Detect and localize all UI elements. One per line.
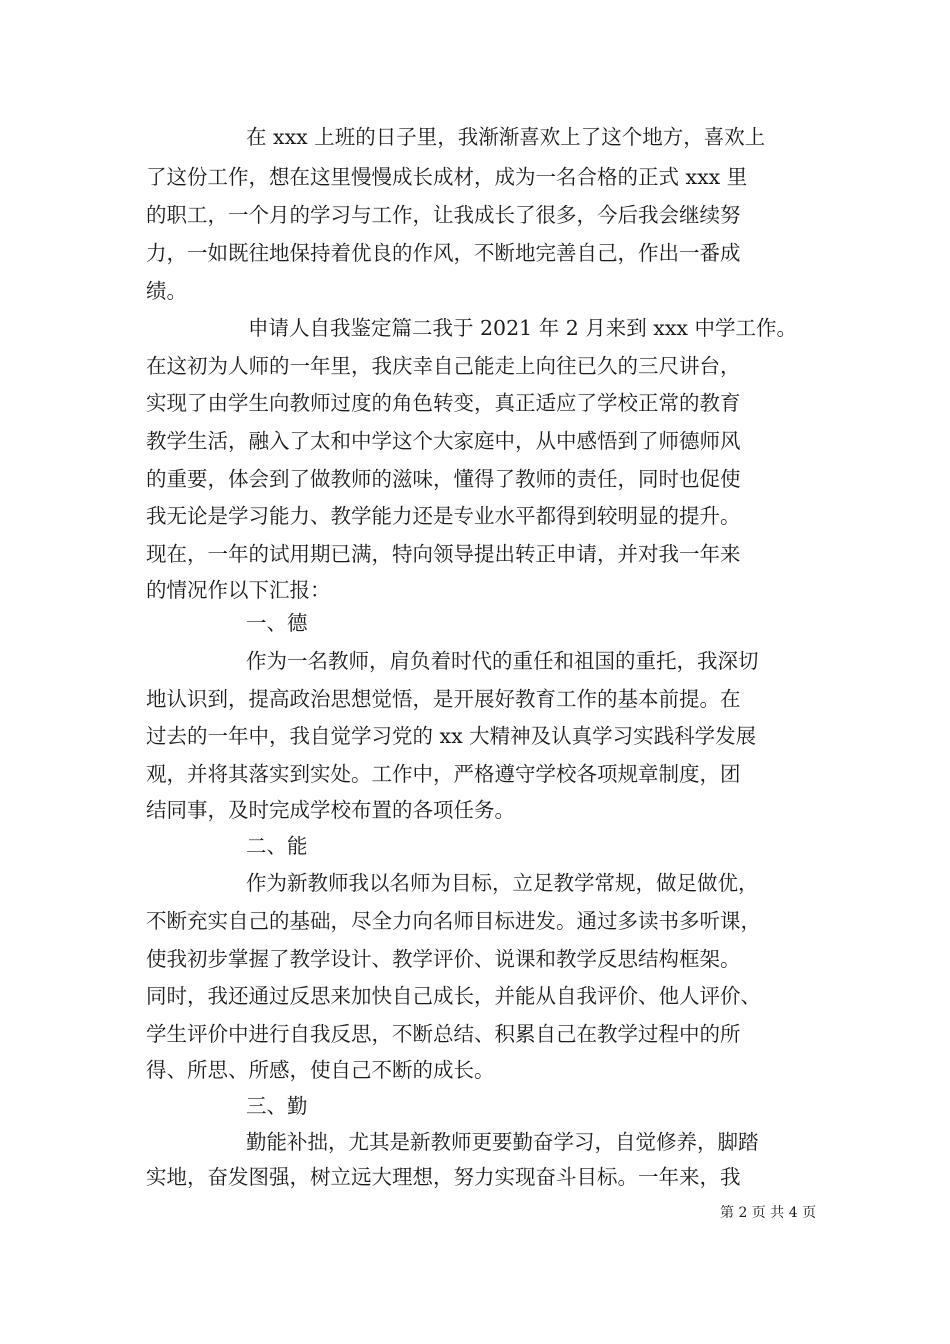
text-line: 作为一名教师，肩负着时代的重任和祖国的重托，我深切 [246,649,759,673]
text-line: 绩。 [146,279,187,303]
text-line: 同时，我还通过反思来加快自己成长，并能从自我评价、他人评价、 [146,984,761,1008]
section-heading: 一、德 [246,611,308,635]
text-line: 过去的一年中，我自觉学习党的 xx 大精神及认真学习实践科学发展 [146,724,757,748]
page-number: 第 2 页 共 4 页 [720,1205,817,1221]
text-line: 我无论是学习能力、教学能力还是专业水平都得到较明显的提升。 [146,504,741,528]
text-line: 作为新教师我以名师为目标，立足教学常规，做足做优， [246,871,759,895]
text-line: 力，一如既往地保持着优良的作风，不断地完善自己，作出一番成 [146,241,741,265]
text-line: 申请人自我鉴定篇二我于 2021 年 2 月来到 xxx 中学工作。 [248,316,797,340]
text-line: 教学生活，融入了太和中学这个大家庭中，从中感悟到了师德师风 [146,429,741,453]
text-line: 的情况作以下汇报： [146,578,331,602]
text-line: 地认识到，提高政治思想觉悟，是开展好教育工作的基本前提。在 [146,687,741,711]
section-heading: 三、勤 [246,1094,308,1118]
text-line: 现在，一年的试用期已满，特向领导提出转正申请，并对我一年来 [146,542,741,566]
text-line: 在这初为人师的一年里，我庆幸自己能走上向往已久的三尺讲台， [146,354,741,378]
text-line: 勤能补拙，尤其是新教师更要勤奋学习，自觉修养，脚踏 [246,1130,759,1154]
section-heading: 二、能 [246,834,308,858]
text-line: 了这份工作，想在这里慢慢成长成材，成为一名合格的正式 xxx 里 [146,165,748,189]
text-line: 得、所思、所感，使自己不断的成长。 [146,1058,495,1082]
text-line: 结同事，及时完成学校布置的各项任务。 [146,798,515,822]
text-line: 学生评价中进行自我反思，不断总结、积累自己在教学过程中的所 [146,1022,741,1046]
text-line: 观，并将其落实到实处。工作中，严格遵守学校各项规章制度，团 [146,762,741,786]
text-line: 实现了由学生向教师过度的角色转变，真正适应了学校正常的教育 [146,391,741,415]
text-line: 的重要，体会到了做教师的滋味，懂得了教师的责任，同时也促使 [146,467,741,491]
text-line: 在 xxx 上班的日子里，我渐渐喜欢上了这个地方，喜欢上 [246,125,766,149]
text-line: 使我初步掌握了教学设计、教学评价、说课和教学反思结构框架。 [146,947,741,971]
text-line: 实地，奋发图强，树立远大理想，努力实现奋斗目标。一年来，我 [146,1165,741,1189]
text-line: 不断充实自己的基础，尽全力向名师目标进发。通过多读书多听课， [146,909,761,933]
text-line: 的职工，一个月的学习与工作，让我成长了很多，今后我会继续努 [146,203,741,227]
